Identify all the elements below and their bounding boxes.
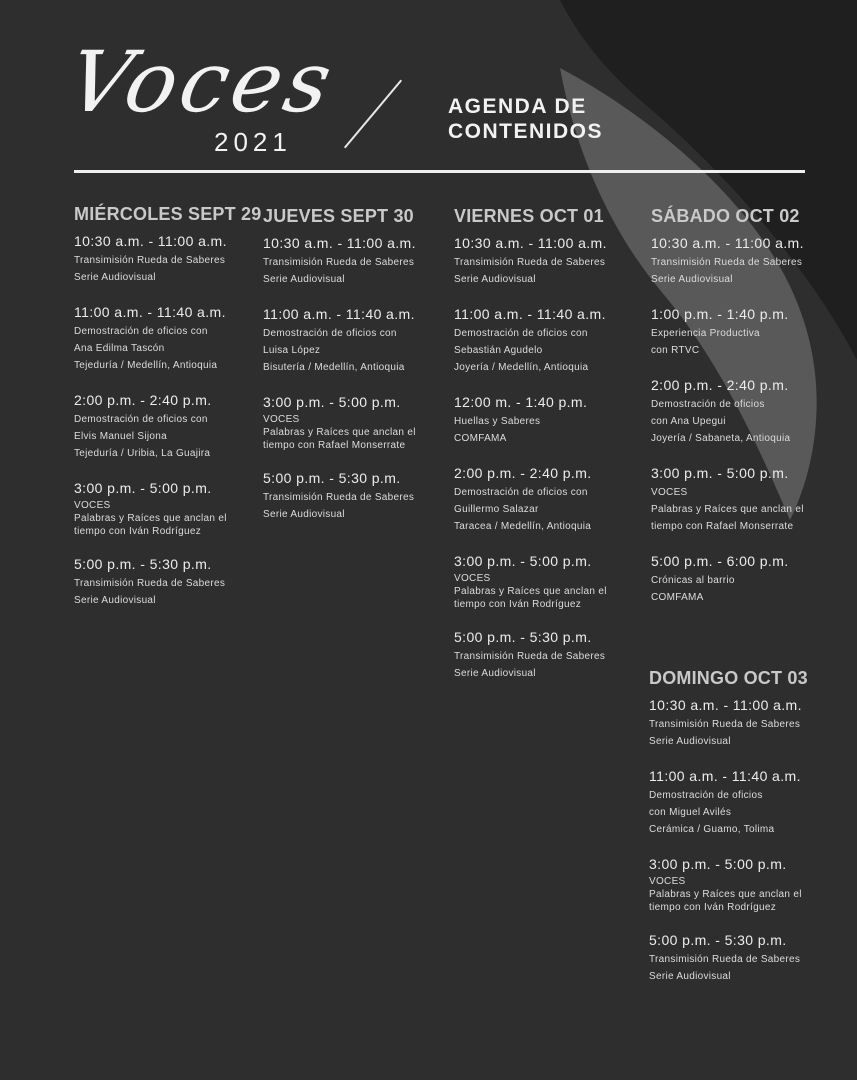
event-detail: Transimisión Rueda de Saberes <box>649 719 801 730</box>
schedule-event <box>74 304 259 374</box>
schedule-event <box>651 235 836 288</box>
event-detail: Demostración de oficios con <box>74 414 208 425</box>
schedule-event <box>263 470 448 523</box>
event-detail: Transimisión Rueda de Saberes <box>651 257 803 268</box>
event-detail: VOCES <box>454 573 491 584</box>
event-detail: con RTVC <box>651 345 700 356</box>
schedule-event <box>651 306 836 359</box>
day-title: VIERNES OCT 01 <box>454 206 604 226</box>
event-time: 5:00 p.m. - 5:30 p.m. <box>263 470 401 486</box>
event-detail: VOCES <box>74 500 111 511</box>
event-detail: Demostración de oficios con <box>454 328 588 339</box>
day-column-jueves <box>263 206 448 541</box>
event-time: 3:00 p.m. - 5:00 p.m. <box>649 856 787 872</box>
schedule-event <box>649 768 834 838</box>
event-time: 2:00 p.m. - 2:40 p.m. <box>651 377 789 393</box>
event-detail: Joyería / Medellín, Antioquia <box>454 362 589 373</box>
schedule-event <box>74 392 259 462</box>
event-detail: Transimisión Rueda de Saberes <box>263 257 415 268</box>
agenda-title-line1: AGENDA DE <box>448 95 587 118</box>
day-column-viernes <box>454 206 639 700</box>
day-column-miercoles <box>74 204 262 627</box>
voces-logo: Voces <box>59 33 344 131</box>
event-detail: Serie Audiovisual <box>263 274 345 285</box>
event-time: 10:30 a.m. - 11:00 a.m. <box>263 235 416 251</box>
schedule-event <box>649 932 834 985</box>
event-detail: VOCES <box>263 414 300 425</box>
schedule-event <box>454 235 639 288</box>
schedule-event <box>454 629 639 682</box>
event-time: 3:00 p.m. - 5:00 p.m. <box>74 480 212 496</box>
event-detail: tiempo con Rafael Monserrate <box>651 521 794 532</box>
day-title: DOMINGO OCT 03 <box>649 668 808 688</box>
event-time: 11:00 a.m. - 11:40 a.m. <box>649 768 801 784</box>
event-detail: tiempo con Iván Rodríguez <box>649 902 777 913</box>
event-detail: Palabras y Raíces que anclan el <box>74 513 227 524</box>
day-title: MIÉRCOLES SEPT 29 <box>74 204 262 224</box>
schedule-event <box>74 556 259 609</box>
event-detail: Huellas y Saberes <box>454 416 541 427</box>
event-detail: Serie Audiovisual <box>649 971 731 982</box>
event-detail: Transimisión Rueda de Saberes <box>454 651 606 662</box>
event-detail: Serie Audiovisual <box>651 274 733 285</box>
day-column-sabado <box>651 206 836 624</box>
event-time: 10:30 a.m. - 11:00 a.m. <box>454 235 607 251</box>
event-time: 11:00 a.m. - 11:40 a.m. <box>74 304 226 320</box>
schedule-event <box>263 394 448 452</box>
schedule-event <box>454 553 639 611</box>
event-detail: Crónicas al barrio <box>651 575 735 586</box>
event-detail: Luisa López <box>263 345 321 356</box>
year-label: 2021 <box>214 127 292 157</box>
event-detail: Demostración de oficios <box>649 790 763 801</box>
event-detail: Palabras y Raíces que anclan el <box>263 427 416 438</box>
day-title: SÁBADO OCT 02 <box>651 206 800 226</box>
event-time: 3:00 p.m. - 5:00 p.m. <box>651 465 789 481</box>
event-time: 5:00 p.m. - 5:30 p.m. <box>649 932 787 948</box>
event-time: 2:00 p.m. - 2:40 p.m. <box>74 392 212 408</box>
event-detail: VOCES <box>649 876 686 887</box>
event-time: 12:00 m. - 1:40 p.m. <box>454 394 588 410</box>
agenda-title <box>448 94 603 144</box>
agenda-title-line2: CONTENIDOS <box>448 120 604 143</box>
event-time: 10:30 a.m. - 11:00 a.m. <box>649 697 802 713</box>
event-time: 5:00 p.m. - 5:30 p.m. <box>74 556 212 572</box>
event-detail: Serie Audiovisual <box>649 736 731 747</box>
event-detail: VOCES <box>651 487 688 498</box>
event-detail: Serie Audiovisual <box>454 274 536 285</box>
schedule-event <box>651 465 836 535</box>
event-detail: Tejeduría / Medellín, Antioquia <box>74 360 218 371</box>
schedule-event <box>74 480 259 538</box>
event-time: 10:30 a.m. - 11:00 a.m. <box>74 233 227 249</box>
event-detail: Tejeduría / Uribia, La Guajira <box>74 448 211 459</box>
event-detail: con Ana Upegui <box>651 416 726 427</box>
event-detail: Transimisión Rueda de Saberes <box>263 492 415 503</box>
event-detail: Palabras y Raíces que anclan el <box>454 586 607 597</box>
event-time: 11:00 a.m. - 11:40 a.m. <box>454 306 606 322</box>
event-detail: Demostración de oficios con <box>454 487 588 498</box>
event-detail: COMFAMA <box>651 592 704 603</box>
event-detail: Cerámica / Guamo, Tolima <box>649 824 775 835</box>
event-detail: Transimisión Rueda de Saberes <box>74 578 226 589</box>
event-detail: Elvis Manuel Sijona <box>74 431 167 442</box>
event-detail: Guillermo Salazar <box>454 504 539 515</box>
schedule-event <box>263 235 448 288</box>
event-time: 3:00 p.m. - 5:00 p.m. <box>454 553 592 569</box>
event-detail: Sebastián Agudelo <box>454 345 543 356</box>
event-detail: Serie Audiovisual <box>263 509 345 520</box>
event-time: 11:00 a.m. - 11:40 a.m. <box>263 306 415 322</box>
event-time: 2:00 p.m. - 2:40 p.m. <box>454 465 592 481</box>
event-detail: Transimisión Rueda de Saberes <box>74 255 226 266</box>
day-title: JUEVES SEPT 30 <box>263 206 414 226</box>
schedule-event <box>651 377 836 447</box>
event-detail: Transimisión Rueda de Saberes <box>649 954 801 965</box>
event-detail: Joyería / Sabaneta, Antioquia <box>651 433 791 444</box>
event-detail: Demostración de oficios con <box>263 328 397 339</box>
schedule-event <box>454 306 639 376</box>
schedule-event <box>454 465 639 535</box>
event-detail: con Miguel Avilés <box>649 807 732 818</box>
event-detail: Ana Edilma Tascón <box>74 343 165 354</box>
event-detail: Demostración de oficios con <box>74 326 208 337</box>
event-detail: Palabras y Raíces que anclan el <box>651 504 804 515</box>
schedule-event <box>649 856 834 914</box>
event-detail: COMFAMA <box>454 433 507 444</box>
event-detail: tiempo con Iván Rodríguez <box>74 526 202 537</box>
event-detail: tiempo con Iván Rodríguez <box>454 599 582 610</box>
schedule-event <box>649 697 834 750</box>
event-detail: Bisutería / Medellín, Antioquia <box>263 362 405 373</box>
event-detail: Palabras y Raíces que anclan el <box>649 889 802 900</box>
event-time: 5:00 p.m. - 5:30 p.m. <box>454 629 592 645</box>
schedule-event <box>74 233 259 286</box>
day-column-domingo <box>649 668 834 1003</box>
event-detail: Experiencia Productiva <box>651 328 760 339</box>
schedule-event <box>454 394 639 447</box>
event-time: 3:00 p.m. - 5:00 p.m. <box>263 394 401 410</box>
header-rule <box>74 170 805 173</box>
event-detail: Serie Audiovisual <box>74 595 156 606</box>
event-time: 1:00 p.m. - 1:40 p.m. <box>651 306 789 322</box>
event-time: 5:00 p.m. - 6:00 p.m. <box>651 553 789 569</box>
event-detail: Demostración de oficios <box>651 399 765 410</box>
event-detail: tiempo con Rafael Monserrate <box>263 440 406 451</box>
event-detail: Transimisión Rueda de Saberes <box>454 257 606 268</box>
schedule-event <box>651 553 836 606</box>
event-time: 10:30 a.m. - 11:00 a.m. <box>651 235 804 251</box>
event-detail: Serie Audiovisual <box>74 272 156 283</box>
event-detail: Serie Audiovisual <box>454 668 536 679</box>
event-detail: Taracea / Medellín, Antioquia <box>454 521 592 532</box>
schedule-event <box>263 306 448 376</box>
